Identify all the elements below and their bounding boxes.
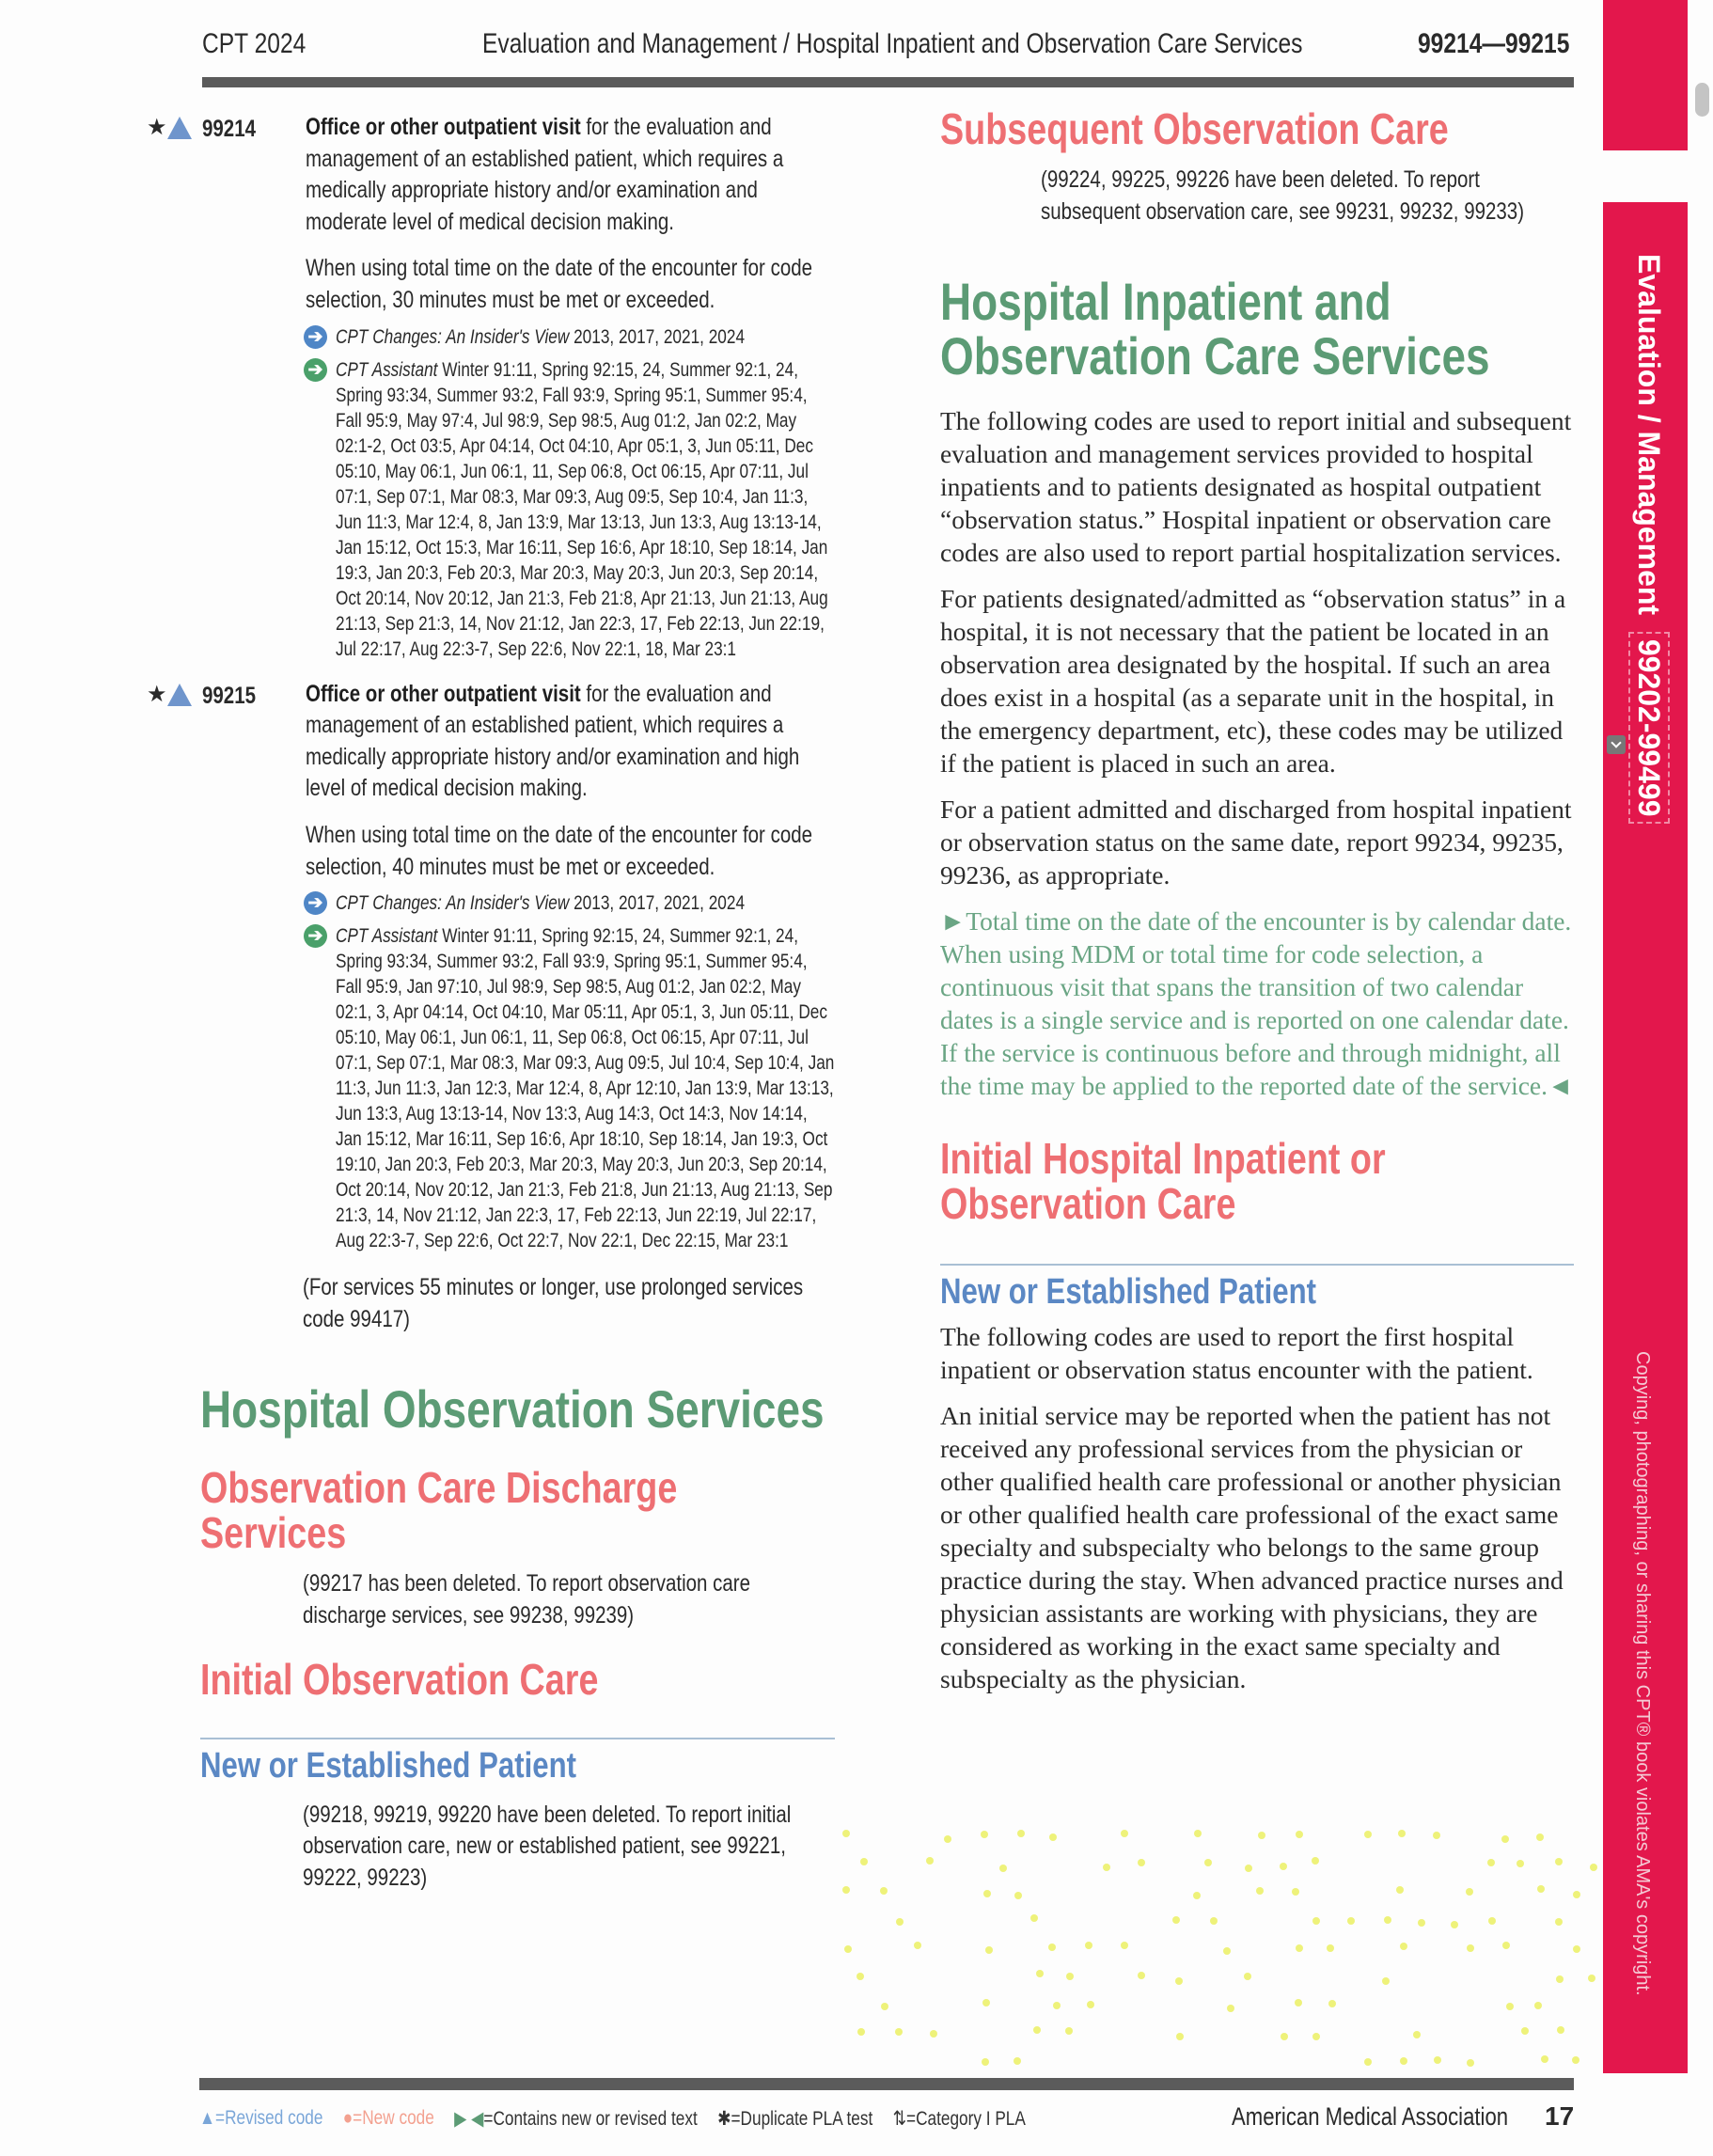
decorative-dot xyxy=(1227,2005,1234,2012)
cpt-changes-reference xyxy=(307,890,835,916)
decorative-dot xyxy=(1175,1977,1183,1985)
reference-title: CPT Assistant xyxy=(336,358,438,381)
page-number: 17 xyxy=(1545,2101,1575,2131)
decorative-dot xyxy=(1292,1888,1299,1896)
legend-symbol-icon: ● xyxy=(342,2107,354,2129)
heading-inpatient-observation: Hospital Inpatient and xyxy=(940,272,1391,332)
telemedicine-star-icon: ★ xyxy=(147,115,167,140)
decorative-dot xyxy=(1555,1858,1563,1865)
side-tab-section: Evaluation / Management xyxy=(1632,254,1666,616)
descriptor-title: Office or other outpatient visit xyxy=(306,114,581,140)
decorative-dot xyxy=(1256,1887,1264,1895)
time-note: When using total time on the date of the encounter for code selection, 30 minutes must be met or exceeded. xyxy=(306,255,813,313)
footer-rule xyxy=(199,2078,1574,2090)
decorative-dot xyxy=(1588,1975,1595,1982)
decorative-dot xyxy=(1245,1865,1252,1872)
decorative-dot xyxy=(914,1942,921,1949)
decorative-dot xyxy=(1466,1888,1473,1896)
decorative-dot xyxy=(1396,1886,1404,1894)
decorative-dot xyxy=(1014,2057,1021,2065)
decorative-dot xyxy=(1364,2058,1372,2066)
legend-item xyxy=(893,2107,1026,2131)
decorative-dot xyxy=(1036,1970,1044,1977)
initial-deleted-note: (99218, 99219, 99220 have been deleted. To report initial observation care, new or established patient, see 99221, 99222, 99223) xyxy=(303,1801,792,1891)
descriptor-text: for the evaluation and management of an established patient, which requires a medically appropriate history and/or examination and moderate level of medical decision making. xyxy=(306,114,784,235)
decorative-dot xyxy=(926,1857,934,1865)
code-99215-description xyxy=(306,679,835,805)
section-divider xyxy=(200,1738,835,1739)
decorative-dot xyxy=(1033,2026,1041,2034)
decorative-dot xyxy=(860,1858,868,1865)
decorative-dot xyxy=(1400,1943,1407,1950)
decorative-dot xyxy=(1502,1942,1510,1949)
heading-new-or-established: New or Established Patient xyxy=(200,1745,576,1786)
heading-initial-hospital-inpatient: Initial Hospital Inpatient or xyxy=(940,1134,1386,1184)
descriptor-title: Office or other outpatient visit xyxy=(306,680,581,707)
reference-years: 2013, 2017, 2021, 2024 xyxy=(569,325,746,348)
reference-list: Winter 91:11, Spring 92:15, 24, Summer 92:1, 24, Spring 93:34, Summer 93:2, Fall 93:9, Spring 95:1, Summer 95:4, Fall 95:9, May 97:4, Jul 98:9, Sep 98:5, Aug 01:2, Jan 02:2, May 02:1-2, Oct 03:5, Apr 04:14, Oct 04:10, Apr 05:1, 3, Jun 05:11, Dec 05:10, May 06:1, Jun 06:1, 11, Sep 06:8, Oct 06:15, Apr 07:11, Jul 07:1, Sep 07:1, Mar 08:3, Mar 09:3, Aug 09:5, Sep 10:4, Jan 11:3, Jun 11:3, Mar 12:4, 8, Jan 13:9, Mar 13:13, Jun 13:3, Aug 13:13-14, Jan 15:12, Oct 15:3, Mar 16:11, Sep 16:6, Apr 18:10, Sep 18:14, Jan 19:3, Jan 20:3, Feb 20:3, Mar 20:3, May 20:3, Jun 20:3, Sep 20:14, Oct 20:14, Nov 20:12, Jan 21:3, Feb 21:8, Apr 21:13, Jun 21:13, Aug 21:13, Sep 21:3, 14, Nov 21:12, Jan 22:3, 17, Feb 22:13, Jun 22:19, Jul 22:17, Aug 22:3-7, Sep 22:6, Nov 22:1, 18, Mar 23:1 xyxy=(336,358,828,660)
decorative-dot xyxy=(1534,2002,1542,2009)
decorative-dot xyxy=(1085,1942,1092,1949)
decorative-dot xyxy=(1176,2033,1184,2040)
heading-subsequent-observation-care: Subsequent Observation Care xyxy=(940,104,1449,153)
decorative-dot xyxy=(1467,2059,1474,2067)
decorative-dot xyxy=(982,2058,989,2066)
decorative-dot xyxy=(1451,1921,1458,1928)
cpt-changes-reference xyxy=(307,324,835,350)
decorative-dot xyxy=(1312,2033,1320,2040)
decorative-dot xyxy=(944,1835,951,1843)
decorative-dot xyxy=(1296,1831,1303,1838)
decorative-dot xyxy=(1327,1944,1334,1952)
legend-label: =Revised code xyxy=(215,2107,323,2129)
reference-title: CPT Assistant xyxy=(336,925,438,948)
heading-initial-observation-care: Initial Observation Care xyxy=(200,1654,599,1704)
legend-symbol-icon: ✱ xyxy=(717,2108,731,2130)
scrollbar-thumb[interactable] xyxy=(1695,83,1709,117)
decorative-dot xyxy=(1487,1859,1495,1866)
time-note: When using total time on the date of the encounter for code selection, 40 minutes must be met or exceeded. xyxy=(306,821,813,880)
heading-observation-discharge-line2: Services xyxy=(200,1508,347,1558)
decorative-dot xyxy=(1121,1942,1128,1949)
code-entry-99214 xyxy=(141,112,837,662)
decorative-dot xyxy=(1017,1830,1025,1837)
decorative-dot xyxy=(1048,1944,1056,1951)
decorative-dot xyxy=(1541,2055,1548,2063)
heading-observation-discharge: Observation Care Discharge xyxy=(200,1463,678,1513)
code-99215: 99215 xyxy=(202,682,257,709)
legend-symbol-icon: ⇅ xyxy=(892,2108,907,2130)
decorative-dot xyxy=(1312,1857,1319,1865)
decorative-dot xyxy=(982,1999,990,2006)
code-99214: 99214 xyxy=(202,116,257,142)
paragraph-initial-service: An initial service may be reported when the patient has not received any professional services from the physician or other qualified health care professional or another physician or other qualified health care professional of the exact same specialty and subspecialty who belongs to the same group practice during the stay. When advanced practice nurses and physician assistants are working with physicians, they are considered as working in the exact same specialty and subspecialty as the physician. xyxy=(940,1401,1564,1694)
reference-years: 2013, 2017, 2021, 2024 xyxy=(569,892,746,915)
code-99214-description xyxy=(306,112,835,238)
decorative-dot xyxy=(1049,1833,1057,1841)
decorative-dot xyxy=(1347,1917,1355,1925)
reference-list: Winter 91:11, Spring 92:15, 24, Summer 92:1, 24, Spring 93:34, Summer 93:2, Fall 93:9, Spring 95:1, Summer 95:4, Fall 95:9, Jan 97:10, Jul 98:9, Sep 98:5, Aug 01:2, Jan 02:2, May 02:1, 3, Apr 04:14, Oct 04:10, Mar 05:11, Apr 05:1, 3, Jun 05:11, Dec 05:10, May 06:1, Jun 06:1, 11, Sep 06:8, Oct 06:15, Apr 07:11, Jul 07:1, Sep 07:1, Mar 08:3, Mar 09:3, Aug 09:5, Jul 10:4, Sep 10:4, Jan 11:3, Jun 11:3, Jan 12:3, Mar 12:4, 8, Apr 12:10, Jan 13:9, Mar 13:13, Jun 13:3, Aug 13:13-14, Nov 13:3, Aug 14:3, Oct 14:3, Nov 14:14, Jan 15:12, Mar 16:11, Sep 16:6, Apr 18:10, Sep 18:14, Jan 19:3, Oct 19:10, Jan 20:3, Feb 20:3, Mar 20:3, May 20:3, Jun 20:3, Sep 20:14, Oct 20:14, Nov 20:12, Jan 21:3, Feb 21:8, Jun 21:13, Aug 21:13, Sep 21:3, 14, Nov 21:12, Jan 22:3, 17, Feb 22:13, Jun 22:19, Jul 22:17, Aug 22:3-7, Sep 22:6, Oct 22:7, Nov 22:1, Dec 22:15, Mar 23:1 xyxy=(336,925,835,1252)
decorative-dot xyxy=(1555,1918,1563,1926)
heading-new-or-established-right: New or Established Patient xyxy=(940,1272,1316,1313)
chevron-down-icon[interactable] xyxy=(1607,735,1626,754)
decorative-dot xyxy=(1172,1916,1180,1924)
decorative-dot xyxy=(1103,1864,1110,1871)
decorative-dot xyxy=(1258,1832,1265,1839)
decorative-dot xyxy=(1087,2001,1094,2008)
decorative-dot xyxy=(1573,1891,1580,1898)
decorative-dot-pattern xyxy=(839,1829,1591,2078)
decorative-dot xyxy=(1433,1832,1440,1839)
discharge-deleted-note: (99217 has been deleted. To report observation care discharge services, see 99238, 99239) xyxy=(303,1570,751,1629)
decorative-dot xyxy=(999,1865,1007,1872)
prolonged-services-note: (For services 55 minutes or longer, use prolonged services code 99417) xyxy=(303,1274,804,1332)
decorative-dot xyxy=(1065,2027,1073,2035)
decorative-dot xyxy=(983,1890,991,1897)
decorative-dot xyxy=(1053,2002,1061,2009)
subsequent-deleted-note: (99224, 99225, 99226 have been deleted. To report subsequent observation care, see 99231, 99232, 99233) xyxy=(1041,166,1525,225)
paragraph-observation-status: For patients designated/admitted as “observation status” in a hospital, it is not necessary that the patient be located in an observation area designated by the hospital. If such an area does exist in a hospital (as a separate unit in the hospital, in the emergency department, etc), these codes may be utilized if the patient is placed in such an area. xyxy=(940,584,1566,779)
decorative-dot xyxy=(1223,1947,1231,1955)
telemedicine-star-icon: ★ xyxy=(147,681,167,707)
decorative-dot xyxy=(1398,1830,1406,1837)
legend-item xyxy=(199,2107,322,2131)
paragraph-first-encounter: The following codes are used to report the first hospital inpatient or observation status encounter with the patient. xyxy=(940,1322,1533,1385)
decorative-dot xyxy=(1030,1914,1038,1922)
decorative-dot xyxy=(981,1831,988,1838)
decorative-dot xyxy=(856,1973,864,1980)
decorative-dot xyxy=(1281,2033,1288,2040)
legend-item xyxy=(343,2107,434,2131)
cpt-changes-arrow-icon: ➔ xyxy=(304,891,327,915)
heading-initial-hospital-inpatient-line2: Observation Care xyxy=(940,1179,1236,1229)
decorative-dot xyxy=(1121,1830,1128,1837)
legend-label: =Duplicate PLA test xyxy=(731,2108,873,2130)
cpt-changes-arrow-icon: ➔ xyxy=(304,325,327,349)
decorative-dot xyxy=(1418,1919,1425,1927)
revised-code-triangle-icon xyxy=(167,117,192,144)
decorative-dot xyxy=(1296,1944,1303,1952)
decorative-dot xyxy=(844,1945,852,1953)
decorative-dot xyxy=(1556,1975,1564,1983)
legend-label: =New code xyxy=(353,2107,434,2129)
decorative-dot xyxy=(1488,1917,1496,1925)
decorative-dot xyxy=(1572,2056,1579,2064)
decorative-dot xyxy=(1573,1945,1580,1953)
decorative-dot xyxy=(1280,1863,1287,1870)
decorative-dot xyxy=(1014,1892,1022,1899)
revised-code-triangle-icon xyxy=(167,684,192,711)
decorative-dot xyxy=(1382,1977,1390,1985)
decorative-dot xyxy=(1204,1859,1212,1866)
cpt-assistant-arrow-icon: ➔ xyxy=(304,924,327,948)
heading-inpatient-observation-line2: Observation Care Services xyxy=(940,326,1490,386)
footer-publisher: American Medical Association xyxy=(1232,2102,1509,2131)
decorative-dot xyxy=(1364,1831,1372,1838)
decorative-dot xyxy=(1506,2003,1514,2010)
legend-symbol-icon: ▲ xyxy=(199,2107,216,2129)
section-divider xyxy=(940,1264,1574,1266)
decorative-dot xyxy=(1501,1835,1509,1843)
decorative-dot xyxy=(1536,1833,1544,1841)
descriptor-text: for the evaluation and management of an established patient, which requires a medically appropriate history and/or examination and high level of medical decision making. xyxy=(306,680,800,802)
header-section-path: Evaluation and Management / Hospital Inpatient and Observation Care Services xyxy=(482,28,1303,59)
side-tab-range[interactable]: 99202-99499 xyxy=(1628,632,1670,825)
decorative-dot xyxy=(1244,1973,1251,1980)
decorative-dot xyxy=(880,1887,888,1895)
legend-item xyxy=(717,2107,872,2131)
side-tab-label xyxy=(1631,254,1666,824)
decorative-dot xyxy=(1066,1973,1074,1980)
decorative-dot xyxy=(842,1886,850,1894)
revised-text-calendar-date: ►Total time on the date of the encounter is by calendar date. When using MDM or total time for code selection, a continuous visit that spans the transition of two calendar dates is a single service and is reported on one calendar date. If the service is continuous before and through midnight, all the time may be applied to the reported date of the service.◄ xyxy=(940,906,1574,1101)
decorative-dot xyxy=(1295,1999,1302,2006)
reference-title: CPT Changes: An Insider's View xyxy=(336,325,570,348)
decorative-dot xyxy=(896,1918,904,1926)
decorative-dot xyxy=(1590,1864,1597,1871)
decorative-dot xyxy=(1434,2056,1441,2064)
cpt-assistant-reference xyxy=(307,923,835,1253)
copyright-notice: Copying, photographing, or sharing this CPT® book violates AMA's copyright. xyxy=(1632,1351,1653,1996)
cpt-assistant-arrow-icon: ➔ xyxy=(304,358,327,382)
decorative-dot xyxy=(857,2028,865,2036)
decorative-dot xyxy=(1210,1917,1218,1925)
decorative-dot xyxy=(1138,1859,1145,1866)
legend-label: =Contains new or revised text xyxy=(483,2108,698,2130)
decorative-dot xyxy=(1312,1917,1320,1925)
reference-title: CPT Changes: An Insider's View xyxy=(336,892,570,915)
decorative-dot xyxy=(1521,2027,1529,2035)
decorative-dot xyxy=(842,1830,850,1837)
decorative-dot xyxy=(1413,2031,1421,2038)
left-column xyxy=(141,112,837,1894)
decorative-dot xyxy=(1328,2000,1336,2007)
legend-label: =Category I PLA xyxy=(906,2108,1026,2130)
legend-symbol-icon: ▶ ◀ xyxy=(454,2108,484,2130)
decorative-dot xyxy=(1517,1860,1524,1867)
cpt-assistant-reference xyxy=(307,357,835,662)
decorative-dot xyxy=(985,1946,993,1954)
code-entry-99215 xyxy=(141,679,837,1254)
decorative-dot xyxy=(1384,1916,1391,1924)
footer-legend xyxy=(199,2107,1026,2131)
heading-hospital-observation-services: Hospital Observation Services xyxy=(200,1379,825,1440)
decorative-dot xyxy=(1557,2026,1564,2034)
decorative-dot xyxy=(881,2003,888,2010)
header-book: CPT 2024 xyxy=(202,28,306,59)
right-column xyxy=(940,106,1579,1695)
header-code-range: 99214—99215 xyxy=(1418,28,1570,59)
paragraph-same-date: For a patient admitted and discharged from hospital inpatient or observation status on the same date, report 99234, 99235, 99236, as appropriate. xyxy=(940,795,1572,890)
decorative-dot xyxy=(1194,1830,1202,1837)
decorative-dot xyxy=(1400,2057,1407,2065)
decorative-dot xyxy=(1138,1972,1145,1979)
decorative-dot xyxy=(930,2030,937,2038)
header-rule xyxy=(202,77,1574,87)
decorative-dot xyxy=(1193,1892,1201,1899)
decorative-dot xyxy=(1537,1885,1545,1893)
side-tab-top xyxy=(1603,0,1688,150)
decorative-dot xyxy=(1467,1944,1474,1952)
legend-item xyxy=(454,2107,698,2131)
decorative-dot xyxy=(895,2028,903,2036)
paragraph-intro: The following codes are used to report initial and subsequent evaluation and management services provided to hospital inpatients and to patients designated as hospital outpatient “observation status.” Hospital inpatient or observation care codes are also used to report partial hospitalization services. xyxy=(940,406,1572,568)
